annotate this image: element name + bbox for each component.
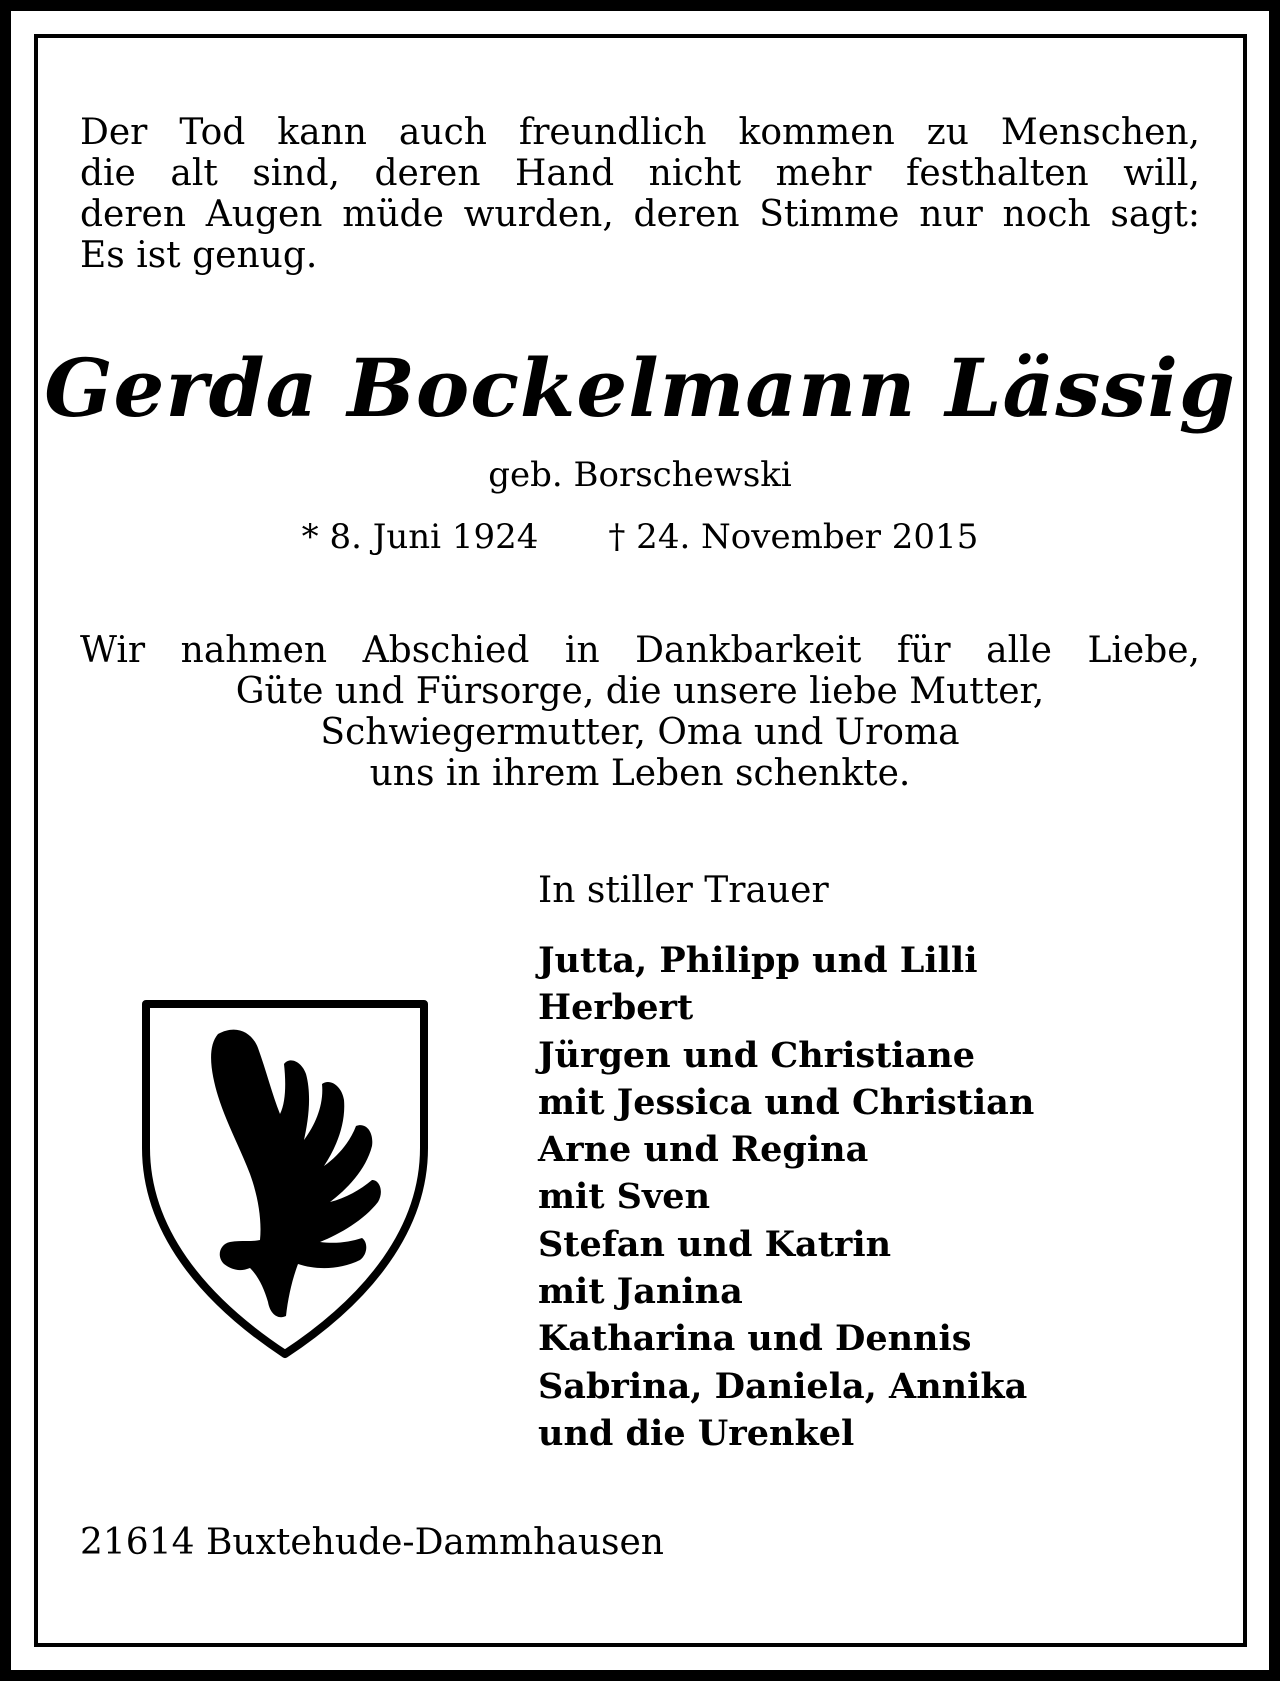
mourner-name: und die Urenkel — [538, 1412, 855, 1454]
poem-line: die alt sind, deren Hand nicht mehr festhalten will, — [80, 153, 1200, 194]
birth-date: * 8. Juni 1924 — [301, 517, 539, 557]
farewell-line: Wir nahmen Abschied in Dankbarkeit für alle Liebe, — [80, 630, 1200, 671]
birth-name: geb. Borschewski — [488, 455, 792, 495]
mourner-name: Herbert — [538, 987, 694, 1029]
farewell-line: Güte und Fürsorge, die unsere liebe Mutter, — [235, 671, 1045, 712]
life-dates — [0, 517, 1280, 557]
poem-line: Der Tod kann auch freundlich kommen zu Menschen, — [80, 112, 1200, 153]
mourner-name: Jürgen und Christiane — [538, 1034, 975, 1076]
mourner-name: mit Jessica und Christian — [538, 1081, 1035, 1123]
address: 21614 Buxtehude-Dammhausen — [80, 1522, 664, 1563]
farewell-text — [80, 630, 1200, 794]
mourner-name: Jutta, Philipp und Lilli — [538, 940, 978, 981]
mourner-name: Stefan und Katrin — [538, 1223, 892, 1265]
farewell-line: uns in ihrem Leben schenkte. — [369, 753, 911, 794]
mourner-name: Katharina und Dennis — [538, 1318, 972, 1360]
mourning-heading: In stiller Trauer — [538, 870, 829, 911]
mourner-name: Sabrina, Daniela, Annika — [538, 1365, 1028, 1407]
mourners-list — [538, 937, 1034, 1457]
mourner-name: mit Sven — [538, 1176, 711, 1218]
mourner-name: Arne und Regina — [538, 1129, 869, 1171]
farewell-line: Schwiegermutter, Oma und Uroma — [320, 712, 960, 753]
poem-line: Es ist genug. — [80, 235, 318, 276]
opening-poem — [80, 112, 1200, 276]
poem-line: deren Augen müde wurden, deren Stimme nur noch sagt: — [80, 194, 1200, 235]
deceased-name: Gerda Bockelmann Lässig — [44, 341, 1236, 435]
coat-of-arms-shield-icon — [140, 998, 430, 1360]
death-date: † 24. November 2015 — [608, 517, 979, 557]
mourner-name: mit Janina — [538, 1271, 743, 1313]
